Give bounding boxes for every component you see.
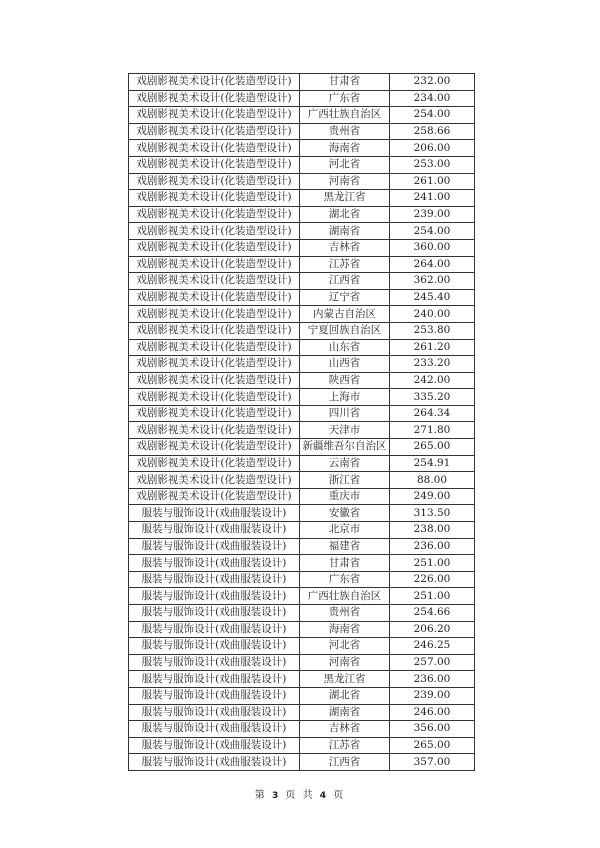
province-cell: 湖北省 bbox=[300, 206, 390, 223]
table-row bbox=[129, 356, 475, 373]
major-cell: 服装与服饰设计(戏曲服装设计) bbox=[129, 687, 300, 704]
major-cell: 服装与服饰设计(戏曲服装设计) bbox=[129, 588, 300, 605]
table-row bbox=[129, 273, 475, 290]
province-cell: 广西壮族自治区 bbox=[300, 107, 390, 124]
total-pages: 4 bbox=[319, 791, 329, 801]
score-cell: 313.50 bbox=[390, 505, 475, 522]
major-cell: 戏剧影视美术设计(化装造型设计) bbox=[129, 156, 300, 173]
table-row bbox=[129, 621, 475, 638]
score-cell: 265.00 bbox=[390, 439, 475, 456]
province-cell: 江西省 bbox=[300, 754, 390, 771]
score-cell: 261.20 bbox=[390, 339, 475, 356]
table-row bbox=[129, 289, 475, 306]
score-cell: 239.00 bbox=[390, 687, 475, 704]
province-cell: 甘肃省 bbox=[300, 74, 390, 91]
province-cell: 江苏省 bbox=[300, 256, 390, 273]
major-cell: 戏剧影视美术设计(化装造型设计) bbox=[129, 140, 300, 157]
major-cell: 戏剧影视美术设计(化装造型设计) bbox=[129, 107, 300, 124]
province-cell: 辽宁省 bbox=[300, 289, 390, 306]
table-row bbox=[129, 588, 475, 605]
province-cell: 山东省 bbox=[300, 339, 390, 356]
province-cell: 海南省 bbox=[300, 140, 390, 157]
major-cell: 服装与服饰设计(戏曲服装设计) bbox=[129, 704, 300, 721]
province-cell: 安徽省 bbox=[300, 505, 390, 522]
score-cell: 226.00 bbox=[390, 571, 475, 588]
score-cell: 356.00 bbox=[390, 721, 475, 738]
table-row bbox=[129, 505, 475, 522]
table-row bbox=[129, 472, 475, 489]
table-row bbox=[129, 123, 475, 140]
province-cell: 浙江省 bbox=[300, 472, 390, 489]
table-row bbox=[129, 455, 475, 472]
table-row bbox=[129, 405, 475, 422]
table-row bbox=[129, 721, 475, 738]
major-cell: 戏剧影视美术设计(化装造型设计) bbox=[129, 372, 300, 389]
major-cell: 戏剧影视美术设计(化装造型设计) bbox=[129, 488, 300, 505]
score-cell: 253.00 bbox=[390, 156, 475, 173]
province-cell: 江西省 bbox=[300, 273, 390, 290]
province-cell: 黑龙江省 bbox=[300, 190, 390, 207]
province-cell: 甘肃省 bbox=[300, 555, 390, 572]
major-cell: 服装与服饰设计(戏曲服装设计) bbox=[129, 721, 300, 738]
table-row bbox=[129, 74, 475, 91]
table-row bbox=[129, 322, 475, 339]
province-cell: 陕西省 bbox=[300, 372, 390, 389]
major-cell: 戏剧影视美术设计(化装造型设计) bbox=[129, 422, 300, 439]
score-cell: 251.00 bbox=[390, 555, 475, 572]
table-row bbox=[129, 306, 475, 323]
score-cell: 357.00 bbox=[390, 754, 475, 771]
major-cell: 服装与服饰设计(戏曲服装设计) bbox=[129, 555, 300, 572]
table-row bbox=[129, 223, 475, 240]
table-row bbox=[129, 522, 475, 539]
score-cell: 236.00 bbox=[390, 671, 475, 688]
major-cell: 服装与服饰设计(戏曲服装设计) bbox=[129, 538, 300, 555]
major-cell: 戏剧影视美术设计(化装造型设计) bbox=[129, 306, 300, 323]
score-cell: 232.00 bbox=[390, 74, 475, 91]
table-row bbox=[129, 737, 475, 754]
province-cell: 宁夏回族自治区 bbox=[300, 322, 390, 339]
score-cell: 240.00 bbox=[390, 306, 475, 323]
table-row bbox=[129, 372, 475, 389]
major-cell: 戏剧影视美术设计(化装造型设计) bbox=[129, 439, 300, 456]
score-cell: 241.00 bbox=[390, 190, 475, 207]
province-cell: 内蒙古自治区 bbox=[300, 306, 390, 323]
table-row bbox=[129, 140, 475, 157]
province-cell: 山西省 bbox=[300, 356, 390, 373]
table-row bbox=[129, 156, 475, 173]
province-cell: 北京市 bbox=[300, 522, 390, 539]
province-cell: 河南省 bbox=[300, 654, 390, 671]
province-cell: 广东省 bbox=[300, 571, 390, 588]
score-cell: 246.00 bbox=[390, 704, 475, 721]
major-cell: 戏剧影视美术设计(化装造型设计) bbox=[129, 74, 300, 91]
table-row bbox=[129, 190, 475, 207]
table-row bbox=[129, 754, 475, 771]
score-cell: 258.66 bbox=[390, 123, 475, 140]
major-cell: 服装与服饰设计(戏曲服装设计) bbox=[129, 638, 300, 655]
province-cell: 云南省 bbox=[300, 455, 390, 472]
province-cell: 河北省 bbox=[300, 638, 390, 655]
table-row bbox=[129, 90, 475, 107]
major-cell: 戏剧影视美术设计(化装造型设计) bbox=[129, 455, 300, 472]
score-cell: 257.00 bbox=[390, 654, 475, 671]
province-cell: 上海市 bbox=[300, 389, 390, 406]
score-cell: 254.66 bbox=[390, 605, 475, 622]
province-cell: 吉林省 bbox=[300, 239, 390, 256]
score-cell: 206.00 bbox=[390, 140, 475, 157]
major-cell: 服装与服饰设计(戏曲服装设计) bbox=[129, 754, 300, 771]
score-cell: 236.00 bbox=[390, 538, 475, 555]
table-row bbox=[129, 571, 475, 588]
score-cell: 242.00 bbox=[390, 372, 475, 389]
major-cell: 戏剧影视美术设计(化装造型设计) bbox=[129, 273, 300, 290]
table-row bbox=[129, 206, 475, 223]
page-footer bbox=[0, 786, 600, 801]
score-cell: 335.20 bbox=[390, 389, 475, 406]
major-cell: 戏剧影视美术设计(化装造型设计) bbox=[129, 173, 300, 190]
score-cell: 362.00 bbox=[390, 273, 475, 290]
major-cell: 戏剧影视美术设计(化装造型设计) bbox=[129, 256, 300, 273]
table-row bbox=[129, 654, 475, 671]
major-cell: 服装与服饰设计(戏曲服装设计) bbox=[129, 654, 300, 671]
table-row bbox=[129, 439, 475, 456]
score-cell: 246.25 bbox=[390, 638, 475, 655]
province-cell: 湖北省 bbox=[300, 687, 390, 704]
score-table-body bbox=[129, 74, 475, 771]
footer-middle: 页 共 bbox=[285, 790, 315, 801]
province-cell: 贵州省 bbox=[300, 605, 390, 622]
province-cell: 四川省 bbox=[300, 405, 390, 422]
major-cell: 戏剧影视美术设计(化装造型设计) bbox=[129, 239, 300, 256]
score-cell: 271.80 bbox=[390, 422, 475, 439]
score-cell: 264.34 bbox=[390, 405, 475, 422]
table-row bbox=[129, 638, 475, 655]
major-cell: 戏剧影视美术设计(化装造型设计) bbox=[129, 322, 300, 339]
province-cell: 重庆市 bbox=[300, 488, 390, 505]
score-cell: 360.00 bbox=[390, 239, 475, 256]
province-cell: 新疆维吾尔自治区 bbox=[300, 439, 390, 456]
table-row bbox=[129, 538, 475, 555]
province-cell: 湖南省 bbox=[300, 704, 390, 721]
province-cell: 天津市 bbox=[300, 422, 390, 439]
footer-prefix: 第 bbox=[254, 790, 267, 801]
table-row bbox=[129, 173, 475, 190]
major-cell: 戏剧影视美术设计(化装造型设计) bbox=[129, 90, 300, 107]
score-cell: 206.20 bbox=[390, 621, 475, 638]
major-cell: 戏剧影视美术设计(化装造型设计) bbox=[129, 223, 300, 240]
score-cell: 251.00 bbox=[390, 588, 475, 605]
major-cell: 戏剧影视美术设计(化装造型设计) bbox=[129, 190, 300, 207]
score-cell: 238.00 bbox=[390, 522, 475, 539]
score-cell: 249.00 bbox=[390, 488, 475, 505]
score-cell: 253.80 bbox=[390, 322, 475, 339]
province-cell: 湖南省 bbox=[300, 223, 390, 240]
table-row bbox=[129, 389, 475, 406]
score-cell: 254.00 bbox=[390, 107, 475, 124]
major-cell: 戏剧影视美术设计(化装造型设计) bbox=[129, 389, 300, 406]
major-cell: 服装与服饰设计(戏曲服装设计) bbox=[129, 522, 300, 539]
major-cell: 服装与服饰设计(戏曲服装设计) bbox=[129, 621, 300, 638]
table-row bbox=[129, 687, 475, 704]
province-cell: 河南省 bbox=[300, 173, 390, 190]
table-row bbox=[129, 488, 475, 505]
major-cell: 戏剧影视美术设计(化装造型设计) bbox=[129, 123, 300, 140]
province-cell: 河北省 bbox=[300, 156, 390, 173]
score-cell: 265.00 bbox=[390, 737, 475, 754]
major-cell: 戏剧影视美术设计(化装造型设计) bbox=[129, 356, 300, 373]
major-cell: 服装与服饰设计(戏曲服装设计) bbox=[129, 571, 300, 588]
province-cell: 海南省 bbox=[300, 621, 390, 638]
score-cell: 234.00 bbox=[390, 90, 475, 107]
table-row bbox=[129, 704, 475, 721]
footer-suffix: 页 bbox=[333, 790, 346, 801]
score-cell: 245.40 bbox=[390, 289, 475, 306]
major-cell: 戏剧影视美术设计(化装造型设计) bbox=[129, 206, 300, 223]
major-cell: 服装与服饰设计(戏曲服装设计) bbox=[129, 671, 300, 688]
current-page: 3 bbox=[271, 791, 281, 801]
table-row bbox=[129, 239, 475, 256]
score-table bbox=[128, 73, 475, 771]
province-cell: 江苏省 bbox=[300, 737, 390, 754]
major-cell: 戏剧影视美术设计(化装造型设计) bbox=[129, 405, 300, 422]
major-cell: 服装与服饰设计(戏曲服装设计) bbox=[129, 737, 300, 754]
major-cell: 戏剧影视美术设计(化装造型设计) bbox=[129, 339, 300, 356]
score-cell: 233.20 bbox=[390, 356, 475, 373]
score-cell: 264.00 bbox=[390, 256, 475, 273]
score-cell: 261.00 bbox=[390, 173, 475, 190]
province-cell: 广东省 bbox=[300, 90, 390, 107]
province-cell: 福建省 bbox=[300, 538, 390, 555]
province-cell: 黑龙江省 bbox=[300, 671, 390, 688]
score-cell: 254.00 bbox=[390, 223, 475, 240]
major-cell: 服装与服饰设计(戏曲服装设计) bbox=[129, 505, 300, 522]
score-cell: 88.00 bbox=[390, 472, 475, 489]
table-row bbox=[129, 339, 475, 356]
score-cell: 239.00 bbox=[390, 206, 475, 223]
table-row bbox=[129, 256, 475, 273]
major-cell: 戏剧影视美术设计(化装造型设计) bbox=[129, 289, 300, 306]
province-cell: 广西壮族自治区 bbox=[300, 588, 390, 605]
table-row bbox=[129, 555, 475, 572]
table-row bbox=[129, 671, 475, 688]
province-cell: 吉林省 bbox=[300, 721, 390, 738]
major-cell: 戏剧影视美术设计(化装造型设计) bbox=[129, 472, 300, 489]
table-row bbox=[129, 605, 475, 622]
table-row bbox=[129, 107, 475, 124]
province-cell: 贵州省 bbox=[300, 123, 390, 140]
table-row bbox=[129, 422, 475, 439]
major-cell: 服装与服饰设计(戏曲服装设计) bbox=[129, 605, 300, 622]
score-cell: 254.91 bbox=[390, 455, 475, 472]
